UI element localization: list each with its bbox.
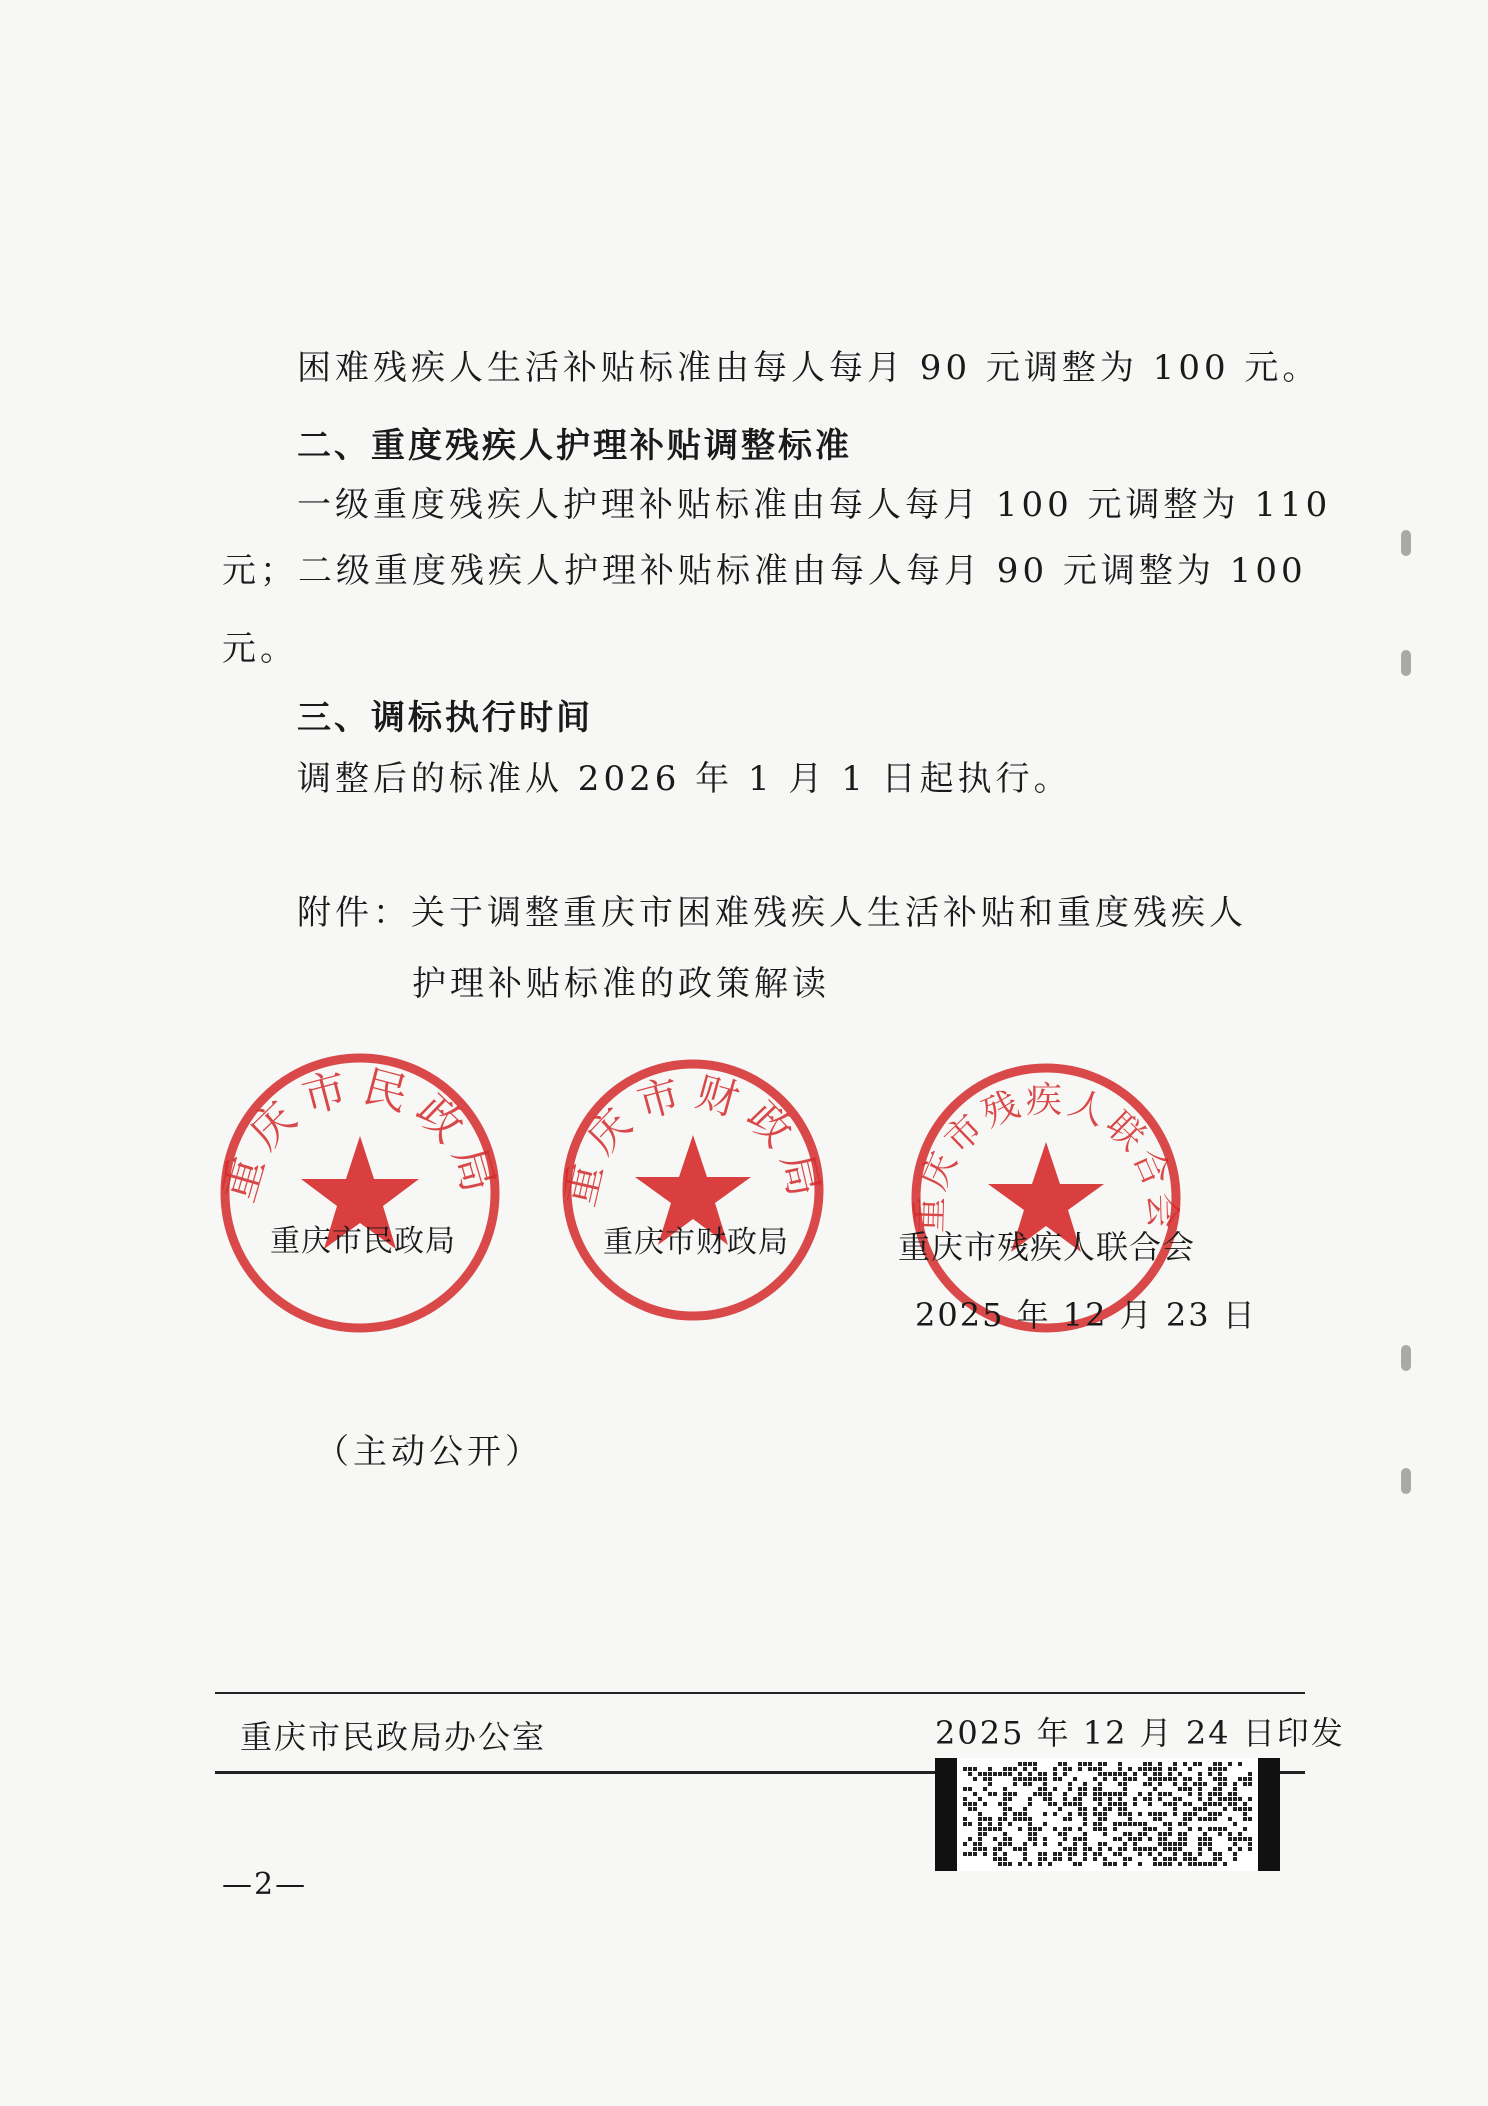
scan-hole-mark — [1401, 1345, 1411, 1371]
footer-issuer: 重庆市民政局办公室 — [240, 1718, 547, 1756]
seal-finance-ring-text: 重庆市财政局 — [558, 1066, 828, 1211]
seal-civil-affairs-ring-text: 重庆市民政局 — [215, 1060, 505, 1208]
seal-civil-affairs-stamp — [215, 1048, 505, 1338]
signer-disabled-federation: 重庆市残疾人联合会 — [898, 1228, 1196, 1266]
attachment-line-1: 附件：关于调整重庆市困难残疾人生活补贴和重度残疾人 — [297, 893, 1247, 933]
scan-hole-mark — [1401, 1468, 1411, 1494]
page-number: —2— — [222, 1867, 308, 1902]
footer-issue-date: 2025 年 12 月 24 日印发 — [935, 1714, 1345, 1752]
signer-civil-affairs: 重庆市民政局 — [270, 1224, 456, 1259]
scan-hole-mark — [1401, 650, 1411, 676]
attachment-line-2: 护理补贴标准的政策解读 — [412, 964, 830, 1004]
body-para-3: 调整后的标准从 2026 年 1 月 1 日起执行。 — [297, 759, 1072, 799]
signer-finance: 重庆市财政局 — [603, 1225, 789, 1260]
seal-finance-stamp — [558, 1055, 828, 1325]
heading-section-3: 三、调标执行时间 — [297, 698, 593, 738]
body-para-2-line-1: 一级重度残疾人护理补贴标准由每人每月 100 元调整为 110 — [297, 485, 1332, 525]
signature-date: 2025 年 12 月 23 日 — [915, 1296, 1257, 1334]
seal-disabled-federation-ring-text: 重庆市残疾人联合会 — [909, 1080, 1183, 1234]
barcode-icon — [935, 1758, 1280, 1871]
body-para-2-line-2: 元；二级重度残疾人护理补贴标准由每人每月 90 元调整为 100 — [222, 551, 1307, 591]
body-para-2-line-3: 元。 — [222, 629, 298, 669]
heading-section-2: 二、重度残疾人护理补贴调整标准 — [297, 426, 852, 466]
footer-rule-top — [215, 1692, 1305, 1694]
scan-hole-mark — [1401, 530, 1411, 556]
seal-civil-affairs — [215, 1048, 505, 1338]
disclosure-label: （主动公开） — [315, 1432, 543, 1472]
seal-finance — [558, 1055, 828, 1325]
body-line-1: 困难残疾人生活补贴标准由每人每月 90 元调整为 100 元。 — [297, 348, 1321, 388]
